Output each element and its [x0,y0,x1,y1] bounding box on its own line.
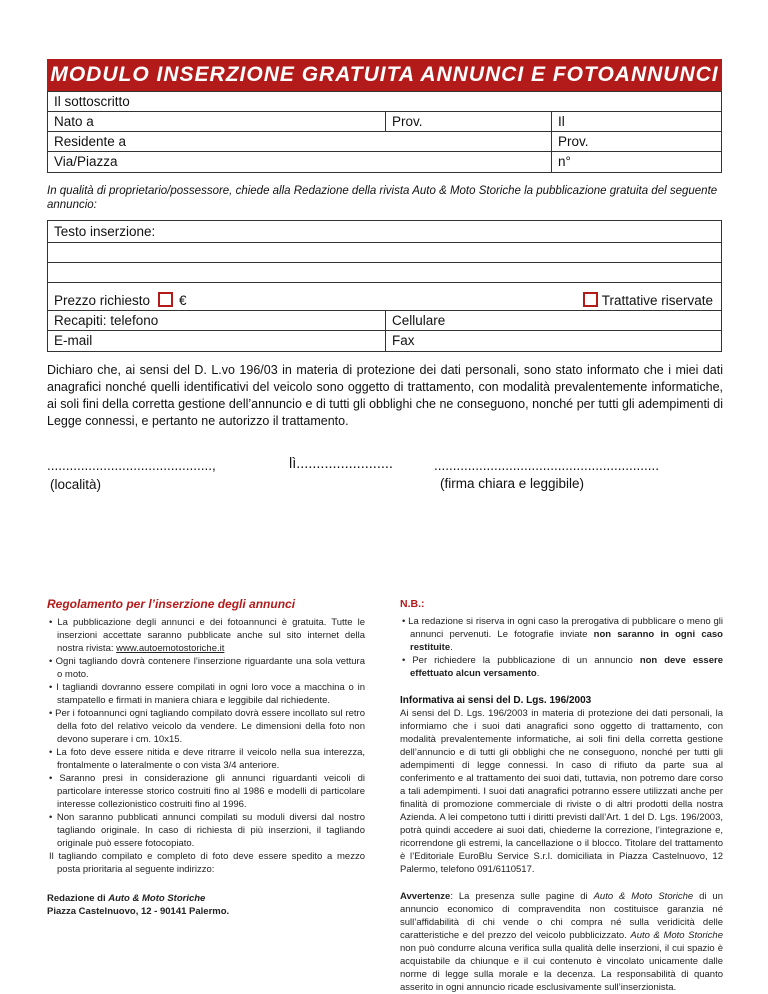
firma-label: (firma chiara e leggibile) [440,476,585,491]
avvertenze-text [400,890,723,994]
regolamento-item-7: • Non saranno pubblicati annunci compilati su moduli diversi dal nostro tagliando originale. In caso di richiesta di più inserzioni, il tagliando originale può essere fotocopiato. [49,812,365,849]
nb-item-1-b: non saranno in ogni caso restituite [410,629,723,653]
address-magazine: Auto & Moto Storiche [108,893,206,904]
nb-item-2-c: . [536,668,540,679]
label-prov: Prov. [392,114,423,129]
row-email [48,331,721,351]
request-intro-text: In qualità di proprietario/possessore, chiede alla Redazione della rivista Auto & Moto Storiche la pubblicazione gratuita del seguente annuncio: [47,185,718,211]
localita-line[interactable]: ............................................, [47,458,216,473]
label-fax: Fax [392,333,415,348]
privacy-declaration: Dichiaro che, ai sensi del D. L.vo 196/03 in materia di protezione dei dati personali, sono stato informato che i miei dati anagrafici nonché quelli identificativi del veicolo sono oggetto di trattamento, con modalità prevalentemente informatiche, ai soli fini della corretta gestione dell’annuncio e di tutti gli obblighi che ne conseguono, nonché per tutti gli adempimenti di Legge connessi, e pertanto ne autorizzo il trattamento. [47,363,723,428]
nb-item-1-c: . [450,642,453,653]
field-nato-a[interactable] [48,112,385,131]
label-il: Il [558,114,565,129]
personal-data-form [47,91,722,173]
label-numero-civico: n° [558,154,571,169]
address-line-2: Piazza Castelnuovo, 12 - 90141 Palermo. [47,906,230,917]
nb-item-1-a: • La redazione si riserva in ogni caso la prerogativa di pubblicare o meno gli annunci pervenuti. Le fotografie inviate [402,616,723,640]
row-testo-line-1 [48,243,721,263]
regolamento-closing: Il tagliando compilato e completo di foto deve essere spedito a mezzo posta prioritaria al seguente indirizzo: [49,851,365,875]
label-prov-residenza: Prov. [558,134,589,149]
row-nato [48,112,721,132]
row-sottoscritto [48,92,721,112]
label-testo-inserzione: Testo inserzione: [54,224,156,239]
row-recapiti [48,311,721,331]
trattative-checkbox[interactable] [583,292,598,307]
label-trattative-riservate: Trattative riservate [601,293,713,308]
avvertenze-t1: : La presenza sulle pagine di [450,891,594,902]
regolamento-item-6: • Saranno presi in considerazione gli annunci riguardanti veicoli di particolare interesse storico costruiti fino al 1986 e modelli di particolare interesse collezionistico costruiti fino al 1996. [49,773,365,810]
firma-line[interactable]: ............................................................ [434,458,660,473]
address-prefix: Redazione di [47,893,109,904]
field-cellulare[interactable] [385,311,723,330]
field-via-piazza[interactable] [48,152,551,172]
testo-line-1[interactable] [48,243,721,262]
row-residente [48,132,721,152]
address-line-1 [47,892,365,905]
regolamento-item-5: • La foto deve essere nitida e deve ritrarre il veicolo nella sua interezza, frontalmente o lateralmente o con vista 3/4 anteriore. [49,747,365,771]
row-via [48,152,721,172]
field-prov-residenza[interactable] [551,132,723,151]
nb-item-2-a: • Per richiedere la pubblicazione di un annuncio [402,655,640,666]
regolamento-item-2: • Ogni tagliando dovrà contenere l’inserzione riguardante una sola vettura o moto. [49,656,365,680]
avvertenze-t2: di un annuncio economico di compravendita non costituisce garanzia né sull’affidabilità di chi vende o chi compra né sulla veridicità delle caratteristiche e del prezzo del veicolo pubblicizzato. [400,891,723,941]
regolamento-item-3: • I tagliandi dovranno essere compilati in ogni loro voce a macchina o in stampatello e firmati in maniera chiara e leggibile dal richiedente. [49,682,365,706]
testo-line-2[interactable] [48,263,721,282]
field-residente-a[interactable] [48,132,551,151]
avvertenze-t3: non può condurre alcuna verifica sulla qualità delle inserzioni, il cui spazio è acquistabile da chiunque e il cui contenuto è vincolato unicamente dalle norme di legge sulla morale e la decenza. La responsabilità di quanto asserito in ogni annuncio ricade esclusivamente sull’inserzionista. [400,943,723,993]
nb-item-1 [400,615,723,654]
informativa-text: Ai sensi del D. Lgs. 196/2003 in materia di protezione dei dati personali, la informiamo che i suoi dati anagrafici sono oggetto di trattamento, con modalità prevalentemente informatiche, ai soli fini della corretta gestione dell’annuncio e di tutti gli obblighi che ne conseguono, nonché per tutti gli adempimenti di legge connessi. In caso di rifiuto da parte sua al conferimento e al trattamento dei suoi dati, tuttavia, non potremo dare corso a tali adempimenti. I suoi dati anagrafici potranno essere utilizzati anche per finalità di promozione commerciale di riviste o di altri prodotti della nostra Azienda. A lei competono tutti i diritti previsti dall’Art. 1 del D. Lgs. 196/2003, potrà quindi accedere ai suoi dati, chiederne la correzione, l’integrazione e, ricorrendone gli estremi, la cancellazione o il blocco. Titolare del trattamento è l’Editoriale EuroBlu Service S.r.l. domiciliata in Piazza Castelnuovo, 12 Palermo, telefono 091/6110517. [400,708,723,875]
nb-item-2 [400,654,723,680]
label-residente-a: Residente a [54,134,127,149]
row-prezzo [48,283,721,311]
avvertenze-mag1: Auto & Moto Storiche [593,891,694,902]
label-telefono: Recapiti: telefono [54,313,159,328]
label-prezzo-richiesto: Prezzo richiesto [54,293,151,308]
field-fax[interactable] [385,331,723,351]
row-testo-line-2 [48,263,721,283]
regolamento-title: Regolamento per l’inserzione degli annunci [47,597,296,611]
informativa-title: Informativa ai sensi del D. Lgs. 196/2003 [400,695,592,706]
website-link[interactable]: www.autoemotostoriche.it [116,643,225,654]
date-line[interactable]: lì........................ [289,456,393,472]
regolamento-item-4: • Per i fotoannunci ogni tagliando compilato dovrà essere incollato sul retro della foto del relativo veicolo da vendere. Le dimensioni della foto non devono superare i cm. 10x15. [49,708,365,745]
regolamento-section [47,598,365,918]
regolamento-item-1 [47,616,365,655]
nb-item-2-b: non deve essere effettuato alcun versamento [410,655,723,679]
nb-title: N.B.: [400,598,425,610]
regolamento-item-1-text: • La pubblicazione degli annunci e dei fotoannunci è gratuita. Tutte le inserzioni accettate saranno pubblicate anche sul sito internet della nostra rivista: [49,617,365,654]
avvertenze-mag2: Auto & Moto Storiche [630,930,723,941]
field-testo-inserzione[interactable] [48,221,721,242]
prezzo-checkbox[interactable] [158,292,173,307]
avvertenze-label: Avvertenze [400,891,451,902]
field-prov[interactable] [385,112,551,131]
label-nato-a: Nato a [54,114,94,129]
localita-label: (località) [50,477,102,492]
label-cellulare: Cellulare [392,313,446,328]
label-sottoscritto: Il sottoscritto [54,94,130,109]
row-testo-label [48,221,721,243]
field-sottoscritto[interactable] [48,92,721,111]
field-telefono[interactable] [48,311,385,330]
form-title-banner: MODULO INSERZIONE GRATUITA ANNUNCI E FOTOANNUNCI [47,59,722,91]
field-trattative [577,283,713,310]
euro-symbol: € [179,293,187,308]
field-numero-civico[interactable] [551,152,723,172]
notes-section [400,598,723,994]
field-email[interactable] [48,331,385,351]
ad-form [47,220,722,352]
label-via-piazza: Via/Piazza [54,154,118,169]
field-il[interactable] [551,112,723,131]
label-email: E-mail [54,333,93,348]
